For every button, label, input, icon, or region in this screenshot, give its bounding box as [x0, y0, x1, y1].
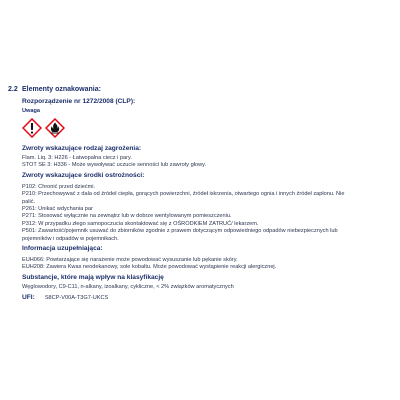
supplementary-info-heading: Informacja uzupełniająca: — [22, 245, 103, 253]
precautionary-statement: P102: Chronić przed dziećmi. — [22, 183, 96, 190]
flame-icon — [45, 118, 65, 138]
substance-entry: Węglowodory, C9-C11, n-alkany, izoalkany, cykliczne, < 2% związków aromatycznych — [22, 283, 234, 290]
substances-heading: Substancje, które mają wpływ na klasyfikację — [22, 273, 164, 281]
ufi-value: S8CP-V00A-T3G7-UKCS — [44, 295, 109, 302]
precautionary-statement: P501: Zawartość/pojemnik usuwać do zbiorników zgodnie z prawem dotyczącym odpowiedniego odpadów niebezpiecznych lub — [22, 228, 338, 235]
precautionary-statements-heading: Zwroty wskazujące środki ostrożności: — [22, 171, 145, 179]
hazard-statement: Flam. Liq. 3: H226 - Łatwopalna ciecz i pary. — [22, 155, 132, 161]
ufi-row — [22, 294, 394, 301]
supplementary-statement: EUH066: Powtarzające się narażenie może powodować wysuszanie lub pękanie skóry. — [22, 257, 238, 264]
regulation-heading: Rozporządzenie nr 1272/2008 (CLP): — [22, 98, 136, 105]
ghs-pictograms — [22, 118, 394, 138]
signal-word: Uwaga — [22, 108, 41, 114]
supplementary-statement: EUH208: Zawiera Kwas neodekanowy, sole kobaltu. Może powodować wystąpienie reakcji alergicznej. — [22, 264, 277, 271]
ufi-label: UFI: — [22, 294, 35, 302]
precautionary-statement: pojemników i odpadów w pojemnikach. — [22, 235, 119, 242]
hazard-statement: STOT SE 3: H336 - Może wywoływać uczucie senności lub zawroty głowy. — [22, 162, 207, 169]
section-number: 2.2 — [8, 86, 18, 93]
section-title: Elementy oznakowania: — [22, 86, 101, 93]
precautionary-statement: P261: Unikać wdychania par — [22, 206, 93, 213]
section-content — [22, 98, 394, 301]
hazard-statements-heading: Zwroty wskazujące rodzaj zagrożenia: — [22, 145, 142, 152]
precautionary-statement: P271: Stosować wyłącznie na zewnątrz lub w dobrze wentylowanym pomieszczeniu. — [22, 213, 232, 220]
precautionary-statement: palić. — [22, 198, 36, 205]
precautionary-statement: P312: W przypadku złego samopoczucia skontaktować się z OŚRODKIEM ZATRUĆ/ lekarzem. — [22, 220, 259, 227]
precautionary-statement: P210: Przechowywać z dala od źródeł ciepła, gorących powierzchni, źródeł iskrzenia, otwartego ognia i innych źródeł zapłonu. Nie — [22, 191, 345, 198]
exclamation-mark-icon — [22, 118, 42, 138]
